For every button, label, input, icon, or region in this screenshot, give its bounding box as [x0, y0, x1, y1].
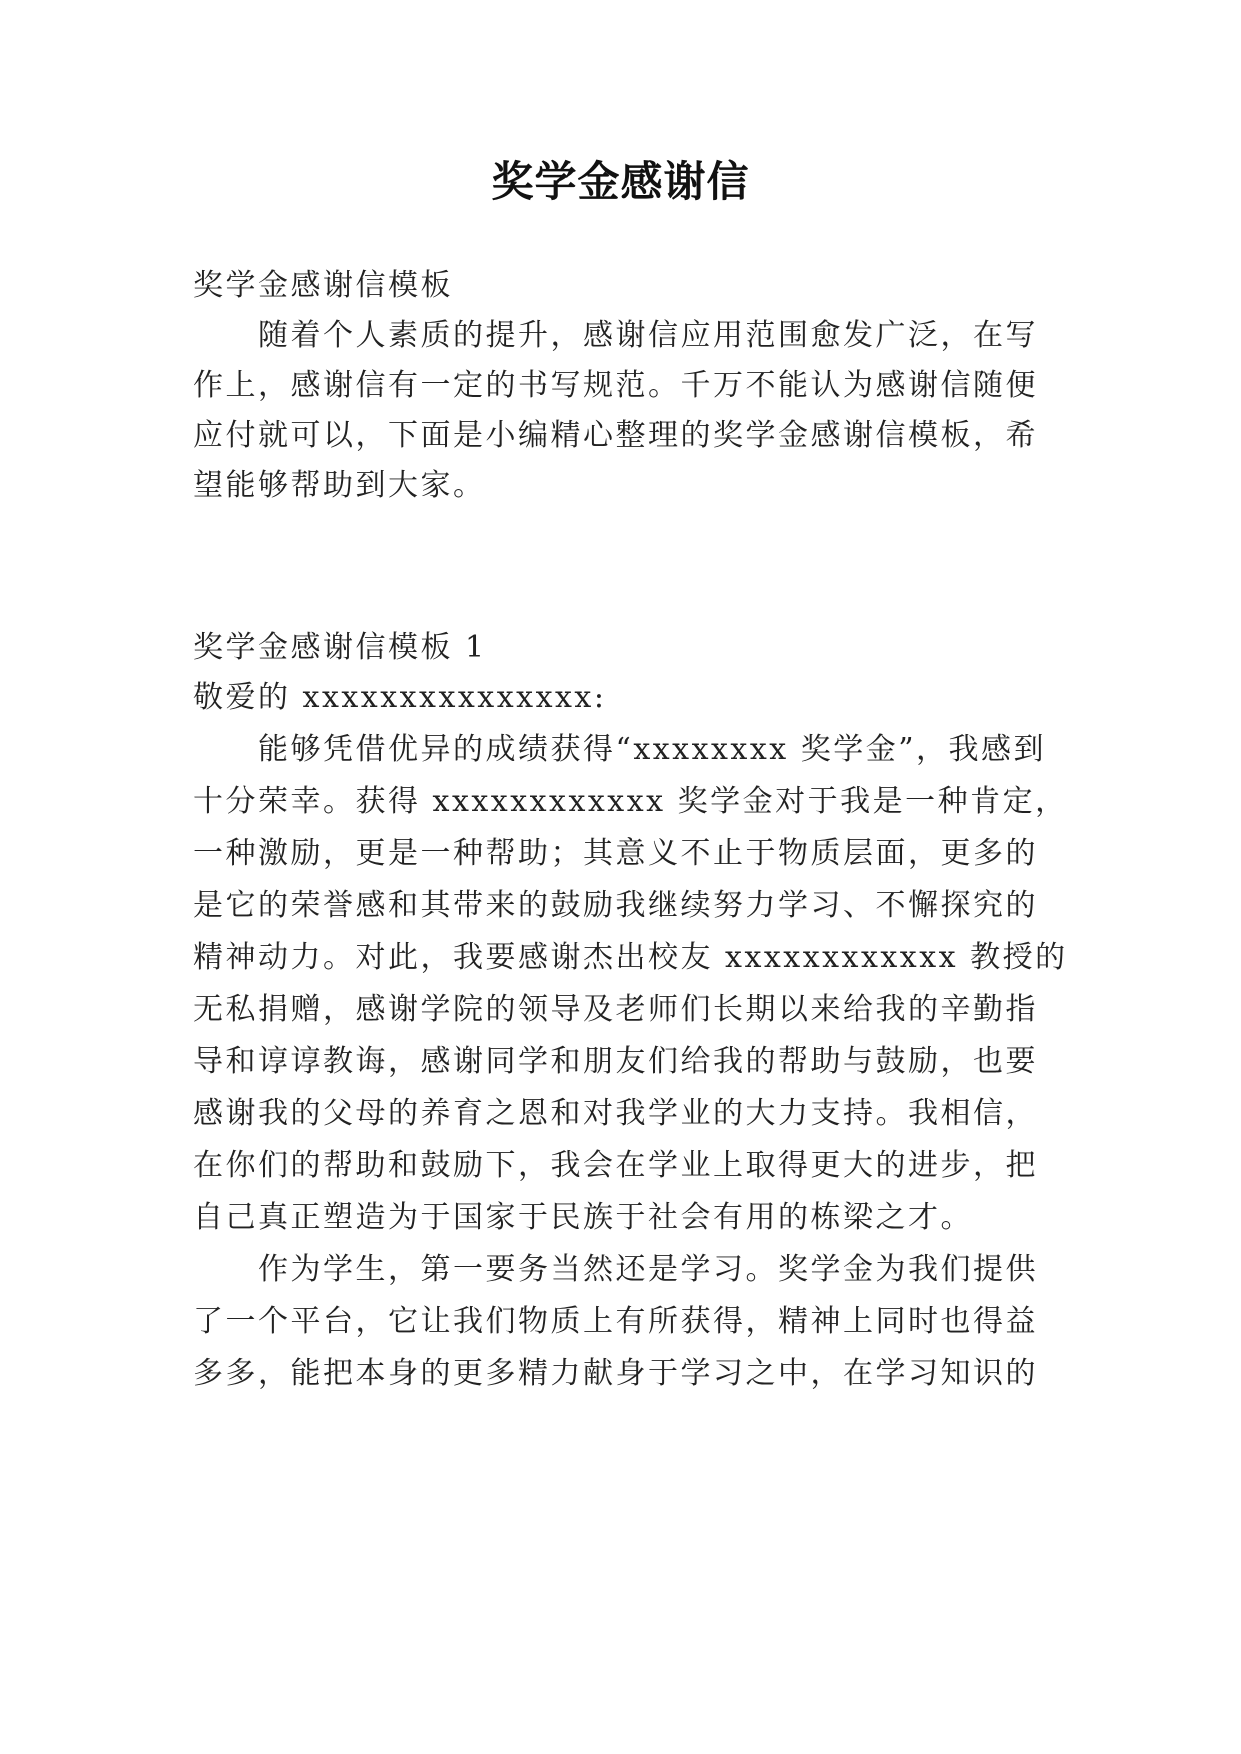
- intro-line: 望能够帮助到大家。: [193, 468, 486, 503]
- paragraph1-line: 是它的荣誉感和其带来的鼓励我继续努力学习、不懈探究的: [193, 888, 1038, 923]
- paragraph1-line: 感谢我的父母的养育之恩和对我学业的大力支持。我相信，: [193, 1096, 1038, 1131]
- paragraph2-line: 作为学生，第一要务当然还是学习。奖学金为我们提供: [258, 1252, 1038, 1287]
- paragraph1-line: 导和谆谆教诲，感谢同学和朋友们给我的帮助与鼓励，也要: [193, 1044, 1038, 1079]
- intro-line: 作上，感谢信有一定的书写规范。千万不能认为感谢信随便: [193, 368, 1038, 403]
- paragraph1-line: 精神动力。对此，我要感谢杰出校友 xxxxxxxxxxxx 教授的: [193, 940, 1068, 975]
- salutation: 敬爱的 xxxxxxxxxxxxxxx:: [193, 680, 607, 715]
- paragraph2-line: 了一个平台，它让我们物质上有所获得，精神上同时也得益: [193, 1304, 1038, 1339]
- paragraph1-line: 十分荣幸。获得 xxxxxxxxxxxx 奖学金对于我是一种肯定，: [193, 784, 1068, 819]
- paragraph1-line: 一种激励，更是一种帮助；其意义不止于物质层面，更多的: [193, 836, 1038, 871]
- intro-line: 随着个人素质的提升，感谢信应用范围愈发广泛，在写: [258, 318, 1038, 353]
- intro-heading: 奖学金感谢信模板: [193, 268, 453, 303]
- document-title: 奖学金感谢信: [491, 157, 750, 206]
- paragraph1-line: 自己真正塑造为于国家于民族于社会有用的栋梁之才。: [193, 1200, 973, 1235]
- paragraph1-line: 在你们的帮助和鼓励下，我会在学业上取得更大的进步，把: [193, 1148, 1038, 1183]
- intro-line: 应付就可以，下面是小编精心整理的奖学金感谢信模板，希: [193, 418, 1038, 453]
- template1-heading: 奖学金感谢信模板 1: [193, 630, 487, 665]
- paragraph1-line: 无私捐赠，感谢学院的领导及老师们长期以来给我的辛勤指: [193, 992, 1038, 1027]
- paragraph1-line: 能够凭借优异的成绩获得“xxxxxxxx 奖学金”，我感到: [258, 732, 1047, 767]
- paragraph2-line: 多多，能把本身的更多精力献身于学习之中，在学习知识的: [193, 1356, 1038, 1391]
